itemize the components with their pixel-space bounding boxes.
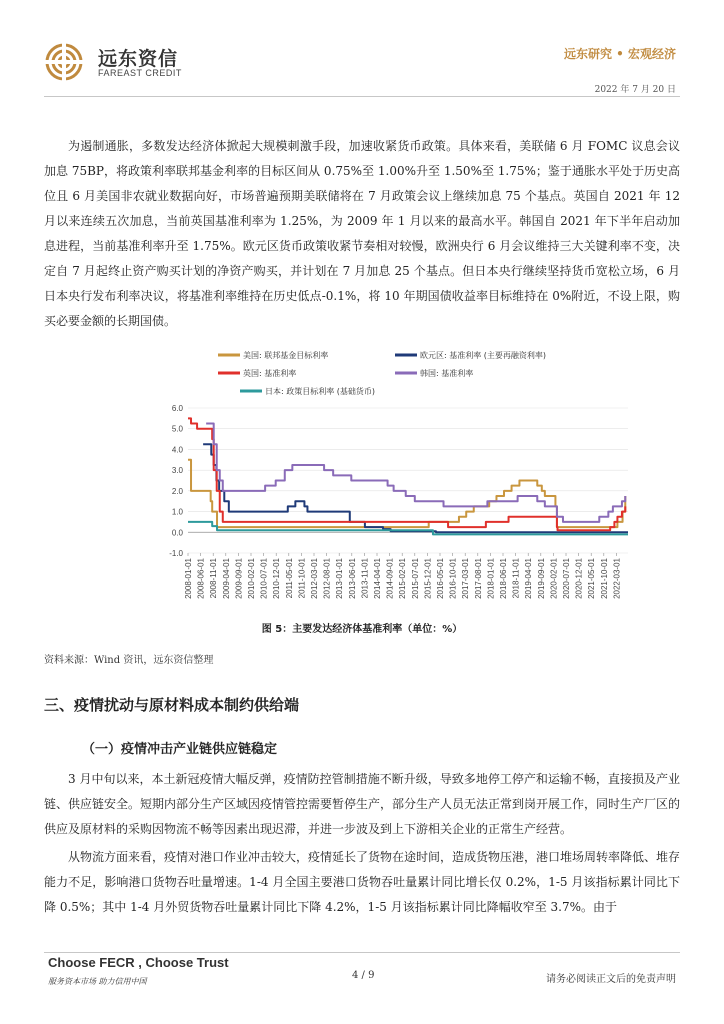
series-line-2 [188,418,625,530]
page-number: 4 / 9 [352,970,375,981]
x-tick-label-2: 2008-11-01 [209,558,219,599]
policy-rate-chart [150,345,650,617]
legend-label-4: 日本: 政策目标利率 (基础货币) [265,387,376,396]
x-tick-label-31: 2020-12-01 [574,558,584,599]
x-tick-label-10: 2012-03-01 [310,558,320,599]
x-tick-label-18: 2015-07-01 [410,558,420,599]
header-divider [44,96,680,97]
figure-caption: 图 5：主要发达经济体基准利率（单位：%） [261,624,463,635]
x-tick-label-34: 2022-03-01 [612,558,622,599]
x-tick-label-24: 2018-01-01 [486,558,496,599]
figure-source: 资料来源：Wind 资讯，远东资信整理 [44,655,214,666]
x-tick-label-4: 2009-09-01 [234,558,244,599]
x-tick-label-19: 2015-12-01 [423,558,433,599]
y-tick-label-5: 1.0 [171,507,183,517]
x-tick-label-26: 2018-11-01 [511,558,521,599]
x-tick-label-12: 2013-01-01 [335,558,345,599]
x-tick-label-13: 2013-06-01 [347,558,357,599]
x-tick-label-28: 2019-09-01 [536,558,546,599]
fareast-logo-icon [44,42,84,82]
x-tick-label-8: 2011-05-01 [284,558,294,599]
x-tick-label-7: 2010-12-01 [272,558,282,599]
x-tick-label-25: 2018-06-01 [499,558,509,599]
x-tick-label-11: 2012-08-01 [322,558,332,599]
chart-axes [169,404,621,599]
series-line-1 [203,444,628,532]
y-tick-label-1: 5.0 [171,424,183,434]
section-title: 三、疫情扰动与原材料成本制约供给端 [44,696,300,714]
x-tick-label-22: 2017-03-01 [461,558,471,599]
intro-paragraph [44,134,680,334]
chart-legend [218,350,546,396]
series-line-3 [206,424,625,522]
brand-name-en: FAREAST CREDIT [98,68,182,78]
report-date: 2022 年 7 月 20 日 [594,85,676,95]
body-paragraph-1 [44,767,680,842]
y-tick-label-0: 6.0 [171,404,183,413]
body-paragraph-2 [44,845,680,920]
chart-series [188,418,628,534]
x-tick-label-15: 2014-04-01 [373,558,383,599]
intro-paragraph-text: 为遏制通胀，多数发达经济体掀起大规模刺激手段，加速收紧货币政策。具体来看，美联储 6 月 FOMC 议息会议加息 75BP，将政策利率联邦基金利率的目标区间从 0.75%至 1.00%升至 1.50%至 1.75%；鉴于通胀水平处于历史高位且 6 月美国非农就业数据向好，市场普遍预期美联储将在 7 月政策会议上继续加息 75 个基点。英国自 2021 年 12 月以来连续五次加息，当前英国基准利率为 1.25%，为 2009 年 1 月以来的最高水平。韩国自 2021 年下半年启动加息进程，当前基准利率升至 1.75%。欧元区货币政策收紧节奏相对较慢，欧洲央行 6 月会议维持三大关键利率不变，决定自 7 月起终止资产购买计划的净资产购买，并计划在 7 月加息 25 个基点。但日本央行继续坚持货币宽松立场，6 月日本央行发布利率决议，将基准利率维持在历史低点-0.1%，将 10 年期国债收益率目标维持在 0%附近，不设上限，购买必要金额的长期国债。 [44,139,680,328]
y-tick-label-4: 2.0 [171,486,183,496]
x-tick-label-0: 2008-01-01 [184,558,193,599]
x-tick-label-9: 2011-10-01 [297,558,307,599]
y-tick-label-7: -1.0 [169,549,183,558]
x-tick-label-32: 2021-05-01 [587,558,597,599]
x-tick-label-5: 2010-02-01 [247,558,257,599]
y-tick-label-2: 4.0 [171,445,183,455]
footer-brand: Choose FECR , Choose Trust [48,955,229,970]
footer-disclaimer: 请务必阅读正文后的免责声明 [546,974,676,985]
x-tick-label-6: 2010-07-01 [259,558,269,599]
x-tick-label-16: 2014-09-01 [385,558,395,599]
legend-label-1: 欧元区: 基准利率 (主要再融资利率) [420,351,547,360]
legend-label-0: 美国: 联邦基金目标利率 [243,351,329,360]
x-tick-label-27: 2019-04-01 [524,558,534,599]
x-tick-label-3: 2009-04-01 [221,558,231,599]
footer-divider [44,952,680,953]
subsection-title: （一）疫情冲击产业链供应链稳定 [82,742,278,757]
legend-label-3: 韩国: 基准利率 [420,369,474,378]
x-tick-label-30: 2020-07-01 [562,558,572,599]
x-tick-label-20: 2016-05-01 [436,558,446,599]
y-tick-label-6: 0.0 [171,528,183,538]
x-tick-label-1: 2008-06-01 [196,558,206,599]
body-paragraph-1-text: 3 月中旬以来，本土新冠疫情大幅反弹，疫情防控管制措施不断升级，导致多地停工停产和运输不畅，直接损及产业链、供应链安全。短期内部分生产区域因疫情管控需要暂停生产，部分生产人员无法正常到岗开展工作，同时生产厂区的供应及原材料的采购因物流不畅等因素出现迟滞，并进一步波及到上下游相关企业的正常生产经营。 [44,772,681,836]
x-tick-label-23: 2017-08-01 [473,558,483,599]
body-paragraph-2-text: 从物流方面来看，疫情对港口作业冲击较大，疫情延长了货物在途时间，造成货物压港，港口堆场周转率降低、堆存能力不足，影响港口货物吞吐量增速。1-4 月全国主要港口货物吞吐量累计同比增长仅 0.2%，1-5 月该指标累计同比下降 0.5%；其中 1-4 月外贸货物吞吐量累计同比下降 4.2%，1-5 月该指标累计同比降幅收窄至 3.7%。由于 [44,850,681,914]
x-tick-label-33: 2021-10-01 [599,558,609,599]
footer-slogan: 服务资本市场 助力信用中国 [48,977,147,986]
brand-name-cn: 远东资信 [98,48,179,70]
x-tick-label-29: 2020-02-01 [549,558,559,599]
x-tick-label-21: 2016-10-01 [448,558,458,599]
report-section-label: 远东研究 • 宏观经济 [563,47,676,61]
x-tick-label-17: 2015-02-01 [398,558,408,599]
x-tick-label-14: 2013-11-01 [360,558,370,599]
y-tick-label-3: 3.0 [171,466,183,476]
legend-label-2: 英国: 基准利率 [243,369,297,378]
